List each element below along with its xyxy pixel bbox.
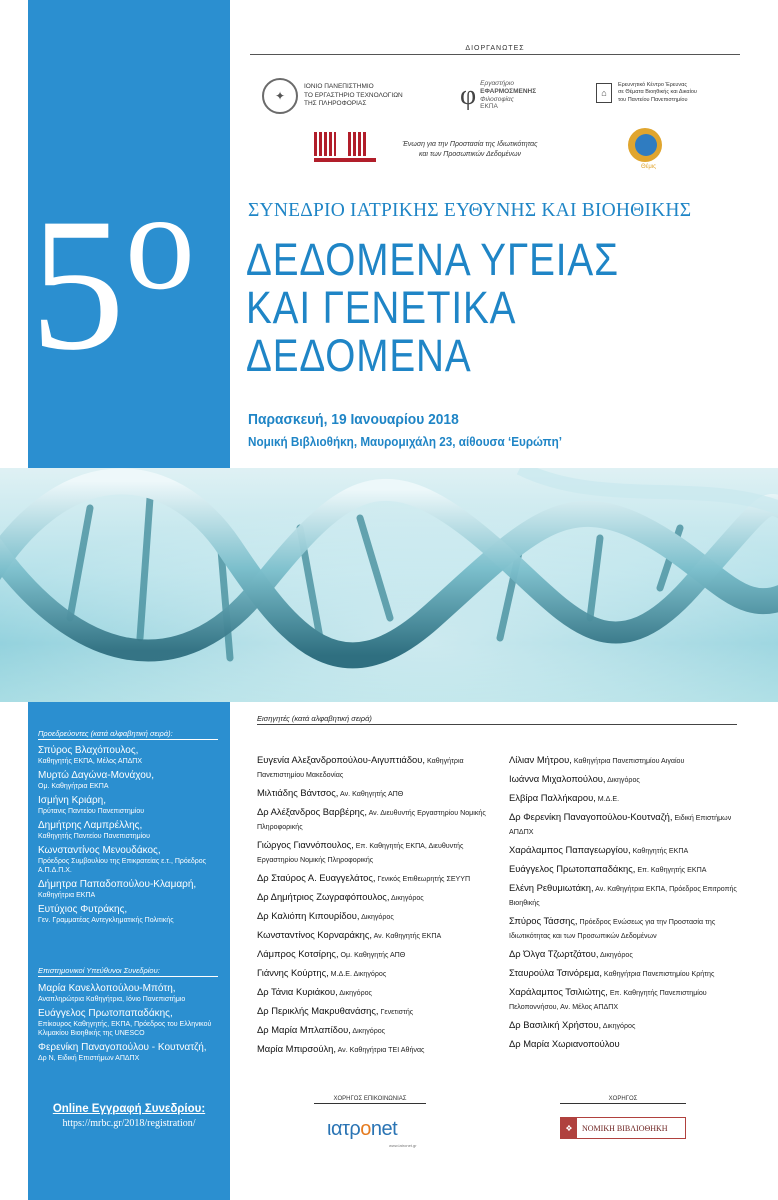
list-item: Γιάννης Κούρτης, Μ.Δ.Ε. Δικηγόρος	[257, 967, 387, 978]
list-item: Δήμητρα Παπαδοπούλου-Κλαμαρή, Καθηγήτρια ΕΚΠΑ	[38, 879, 197, 899]
list-item: Μαρία Κανελλοπούλου-Μπότη, Αναπληρώτρια Καθηγήτρια, Ιόνιο Πανεπιστήμιο	[38, 983, 186, 1003]
phi-icon: φ	[460, 79, 477, 111]
edition-number: 5ο	[30, 164, 191, 390]
list-item: Μιλτιάδης Βάντσος, Αν. Καθηγητής ΑΠΘ	[257, 787, 404, 798]
list-item: Σπύρος Τάσσης, Πρόεδρος Ενώσεως για την Προστασία της Ιδιωτικότητας και των Προσωπικών Δεδομένων	[509, 915, 716, 940]
list-item: Ευάγγελος Πρωτοπαπαδάκης, Επ. Καθηγητής ΕΚΠΑ	[509, 863, 707, 874]
speakers-column-1	[257, 753, 493, 1061]
ionian-university-text: ΙΟΝΙΟ ΠΑΝΕΠΙΣΤΗΜΙΟ ΤΟ ΕΡΓΑΣΤΗΡΙΟ ΤΕΧΝΟΛΟΓΙΩΝ ΤΗΣ ΠΛΗΡΟΦΟΡΙΑΣ	[304, 82, 403, 108]
list-item: Ελβίρα Παλλήκαρου, Μ.Δ.Ε.	[509, 792, 620, 803]
chairs-heading: Προεδρεύοντες (κατά αλφαβητική σειρά):	[38, 729, 218, 740]
list-item: Γιώργος Γιαννόπουλος, Επ. Καθηγητής ΕΚΠΑ, Διευθυντής Εργαστηρίου Νομικής Πληροφορικής	[257, 839, 464, 864]
list-item: Ευγενία Αλεξανδροπούλου-Αιγυπτιάδου, Καθηγήτρια Πανεπιστημίου Μακεδονίας	[257, 754, 464, 779]
list-item: Δρ Αλέξανδρος Βαρβέρης, Αν. Διευθυντής Εργαστηρίου Νομικής Πληροφορικής	[257, 806, 486, 831]
iatronet-logo: ιατροnet	[327, 1118, 398, 1140]
list-item: Ευτύχιος Φυτράκης, Γεν. Γραμματέας Αντεγκληματικής Πολιτικής	[38, 904, 174, 924]
list-item: Δρ Μαρία Χωριανοπούλου	[509, 1038, 620, 1049]
dna-helix-icon	[0, 468, 778, 702]
university-seal-icon: ✦	[262, 78, 298, 114]
list-item: Μυρτώ Δαγώνα-Μονάχου, Ομ. Καθηγήτρια ΕΚΠΑ	[38, 770, 155, 790]
scientific-list	[38, 983, 226, 1067]
event-venue: Νομική Βιβλιοθήκη, Μαυρομιχάλη 23, αίθουσα ‘Ευρώπη’	[248, 434, 562, 449]
list-item: Δρ Καλιόπη Κιπουρίδου, Δικηγόρος	[257, 910, 394, 921]
list-item: Δρ Όλγα Τζωρτζάτου, Δικηγόρος	[509, 948, 633, 959]
building-icon: ⌂	[596, 83, 612, 103]
list-item: Σταυρούλα Τσινόρεμα, Καθηγήτρια Πανεπιστημίου Κρήτης	[509, 967, 715, 978]
panteion-icon	[314, 132, 336, 156]
privacy-union-text: Ένωση για την Προστασία της Ιδιωτικότητας και των Προσωπικών Δεδομένων	[402, 141, 538, 158]
columns-icon	[348, 132, 366, 156]
edition-ordinal: ο	[125, 164, 191, 319]
list-item: Δρ Δημήτριος Ζωγραφόπουλος, Δικηγόρος	[257, 891, 424, 902]
list-item: Λίλιαν Μήτρου, Καθηγήτρια Πανεπιστημίου Αιγαίου	[509, 754, 685, 765]
ionian-university-logo	[262, 78, 403, 114]
research-centre-red-logo	[348, 132, 376, 162]
iatronet-url: www.iatronet.gr	[389, 1143, 417, 1148]
speakers-heading: Εισηγητές (κατά αλφαβητική σειρά)	[257, 714, 737, 725]
list-item: Ευάγγελος Πρωτοπαπαδάκης, Επίκουρος Καθηγητής, ΕΚΠΑ, Πρόεδρος του Ελληνικού Κλιμακίου Βιοηθικής της UNESCO	[38, 1008, 212, 1037]
list-item: Σπύρος Βλαχόπουλος, Καθηγητής ΕΚΠΑ, Μέλος ΑΠΔΠΧ	[38, 745, 143, 765]
nomiki-vivliothiki-logo: ❖ ΝΟΜΙΚΗ ΒΙΒΛΙΟΘΗΚΗ	[560, 1117, 686, 1139]
list-item: Κωνσταντίνος Μενουδάκος, Πρόεδρος Συμβουλίου της Επικρατείας ε.τ., Πρόεδρος Α.Π.Δ.Π.Χ.	[38, 845, 207, 874]
scientific-heading: Επιστημονικοί Υπεύθυνοι Συνεδρίου:	[38, 966, 218, 977]
main-title: ΔΕΔΟΜΕΝΑ ΥΓΕΙΑΣ ΚΑΙ ΓΕΝΕΤΙΚΑ ΔΕΔΟΜΕΝΑ	[246, 234, 619, 381]
themis-logo	[628, 128, 662, 162]
list-item: Δρ Σταύρος Α. Ευαγγελάτος, Γενικός Επιθεωρητής ΣΕΥΥΠ	[257, 872, 471, 883]
bioethics-research-centre-logo: ⌂ Ερευνητικό Κέντρο Έρευνας σε Θέματα Βιοηθικής και Δικαίου του Παντείου Πανεπιστημίου	[596, 82, 697, 104]
list-item: Ισμήνη Κριάρη, Πρύτανις Παντείου Πανεπιστημίου	[38, 795, 145, 815]
list-item: Φερενίκη Παναγοπούλου - Κουτνατζή, Δρ Ν, Ειδική Επιστήμων ΑΠΔΠΧ	[38, 1042, 207, 1062]
panteion-logo	[314, 132, 348, 162]
list-item: Χαράλαμπος Τσιλιώτης, Επ. Καθηγητής Πανεπιστημίου Πελοποννήσου, Αν. Μέλος ΑΠΔΠΧ	[509, 986, 707, 1011]
chairs-list	[38, 745, 226, 929]
registration-link[interactable]: https://mrbc.gr/2018/registration/	[62, 1118, 196, 1129]
organisers-heading: ΔΙΟΡΓΑΝΩΤΕΣ	[250, 45, 740, 55]
online-registration-title: Online Εγγραφή Συνεδρίου:	[52, 1103, 206, 1115]
scales-icon	[628, 128, 662, 162]
list-item: Μαρία Μπιρσούλη, Αν. Καθηγήτρια ΤΕΙ Αθήνας	[257, 1043, 425, 1054]
applied-philosophy-lab-logo: φ Εργαστήριο ΕΦΑΡΜΟΣΜΕΝΗΣ Φιλοσοφίας ΕΚΠΑ	[460, 79, 537, 111]
list-item: Δρ Βασιλική Χρήστου, Δικηγόρος	[509, 1019, 636, 1030]
sponsor-heading: ΧΟΡΗΓΟΣ	[560, 1096, 686, 1104]
list-item: Δημήτρης Λαμπρέλλης, Καθηγητής Παντείου Πανεπιστημίου	[38, 820, 150, 840]
communication-sponsor-heading: ΧΟΡΗΓΟΣ ΕΠΙΚΟΙΝΩΝΙΑΣ	[314, 1096, 426, 1104]
list-item: Ιωάννα Μιχαλοπούλου, Δικηγόρος	[509, 773, 640, 784]
list-item: Δρ Μαρία Μπλαπίδου, Δικηγόρος	[257, 1024, 386, 1035]
dna-banner-image	[0, 468, 778, 702]
themis-label: Θέμις	[641, 164, 657, 170]
list-item: Δρ Περικλής Μακρυθανάσης, Γενετιστής	[257, 1005, 414, 1016]
list-item: Κωνσταντίνος Κορναράκης, Αν. Καθηγητής ΕΚΠΑ	[257, 929, 442, 940]
list-item: Λάμπρος Κοτσίρης, Ομ. Καθηγητής ΑΠΘ	[257, 948, 406, 959]
speakers-column-2	[509, 753, 745, 1056]
list-item: Ελένη Ρεθυμιωτάκη, Αν. Καθηγήτρια ΕΚΠΑ, Πρόεδρος Επιτροπής Βιοηθικής	[509, 882, 737, 907]
conference-name: ΣΥΝΕΔΡΙΟ ΙΑΤΡΙΚΗΣ ΕΥΘΥΝΗΣ ΚΑΙ ΒΙΟΗΘΙΚΗΣ	[248, 200, 692, 221]
list-item: Χαράλαμπος Παπαγεωργίου, Καθηγητής ΕΚΠΑ	[509, 844, 689, 855]
book-icon: ❖	[561, 1118, 577, 1138]
list-item: Δρ Φερενίκη Παναγοπούλου-Κουτναζή, Ειδική Επιστήμων ΑΠΔΠΧ	[509, 811, 732, 836]
event-date: Παρασκευή, 19 Ιανουαρίου 2018	[248, 411, 459, 428]
list-item: Δρ Τάνια Κυριάκου, Δικηγόρος	[257, 986, 372, 997]
